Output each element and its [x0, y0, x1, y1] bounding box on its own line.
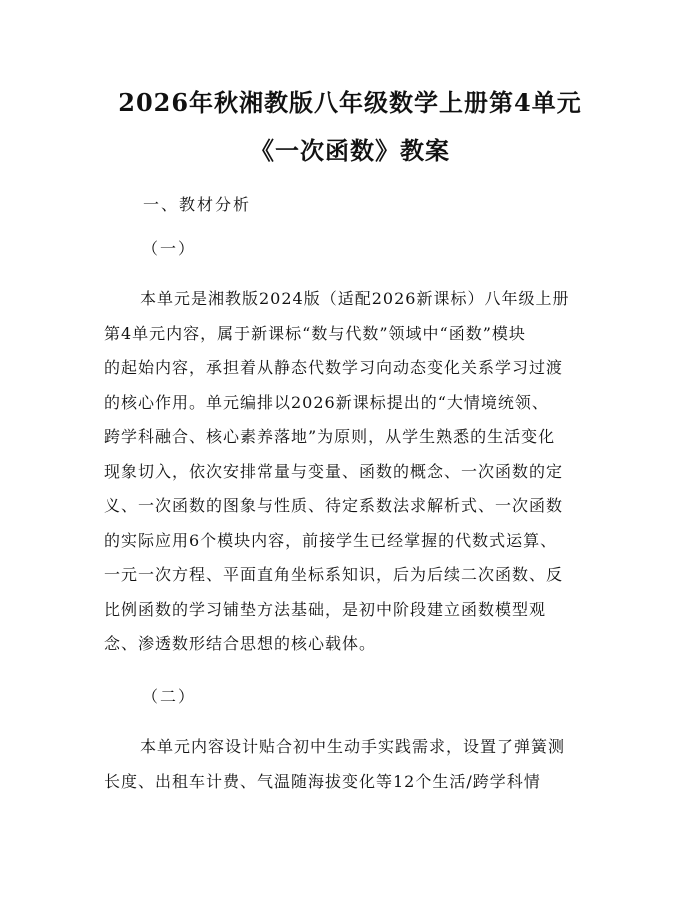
paragraph-line: 第4单元内容，属于新课标“数与代数”领域中“函数”模块	[104, 323, 526, 343]
sub-heading-1: （一）	[142, 239, 197, 258]
document-title-line-2: 《一次函数》教案	[250, 136, 450, 165]
paragraph-line: 本单元是湘教版2024版（适配2026新课标）八年级上册	[140, 289, 570, 308]
document-title-line-1: 2026年秋湘教版八年级数学上册第4单元	[118, 88, 582, 117]
paragraph-2	[104, 730, 604, 799]
paragraph-line: 比例函数的学习铺垫方法基础，是初中阶段建立函数模型观	[104, 599, 547, 619]
paragraph-1	[104, 282, 604, 662]
paragraph-line: 本单元内容设计贴合初中生动手实践需求，设置了弹簧测	[140, 737, 566, 756]
paragraph-line: 的核心作用。单元编排以2026新课标提出的“大情境统领、	[104, 392, 549, 412]
paragraph-line: 的实际应用6个模块内容，前接学生已经掌握的代数式运算、	[104, 530, 558, 550]
paragraph-line: 念、渗透数形结合思想的核心载体。	[104, 634, 377, 653]
paragraph-line: 一元一次方程、平面直角坐标系知识，后为后续二次函数、反	[104, 565, 564, 584]
paragraph-line: 义、一次函数的图象与性质、待定系数法求解析式、一次函数	[104, 496, 564, 515]
sub-heading-2: （二）	[142, 687, 197, 706]
paragraph-line: 长度、出租车计费、气温随海拔变化等12个生活/跨学科情	[104, 771, 541, 791]
section-heading: 一、教材分析	[143, 195, 252, 214]
paragraph-line: 跨学科融合、核心素养落地”为原则，从学生熟悉的生活变化	[104, 427, 556, 446]
paragraph-line: 的起始内容，承担着从静态代数学习向动态变化关系学习过渡	[104, 358, 564, 377]
paragraph-line: 现象切入，依次安排常量与变量、函数的概念、一次函数的定	[104, 461, 564, 481]
